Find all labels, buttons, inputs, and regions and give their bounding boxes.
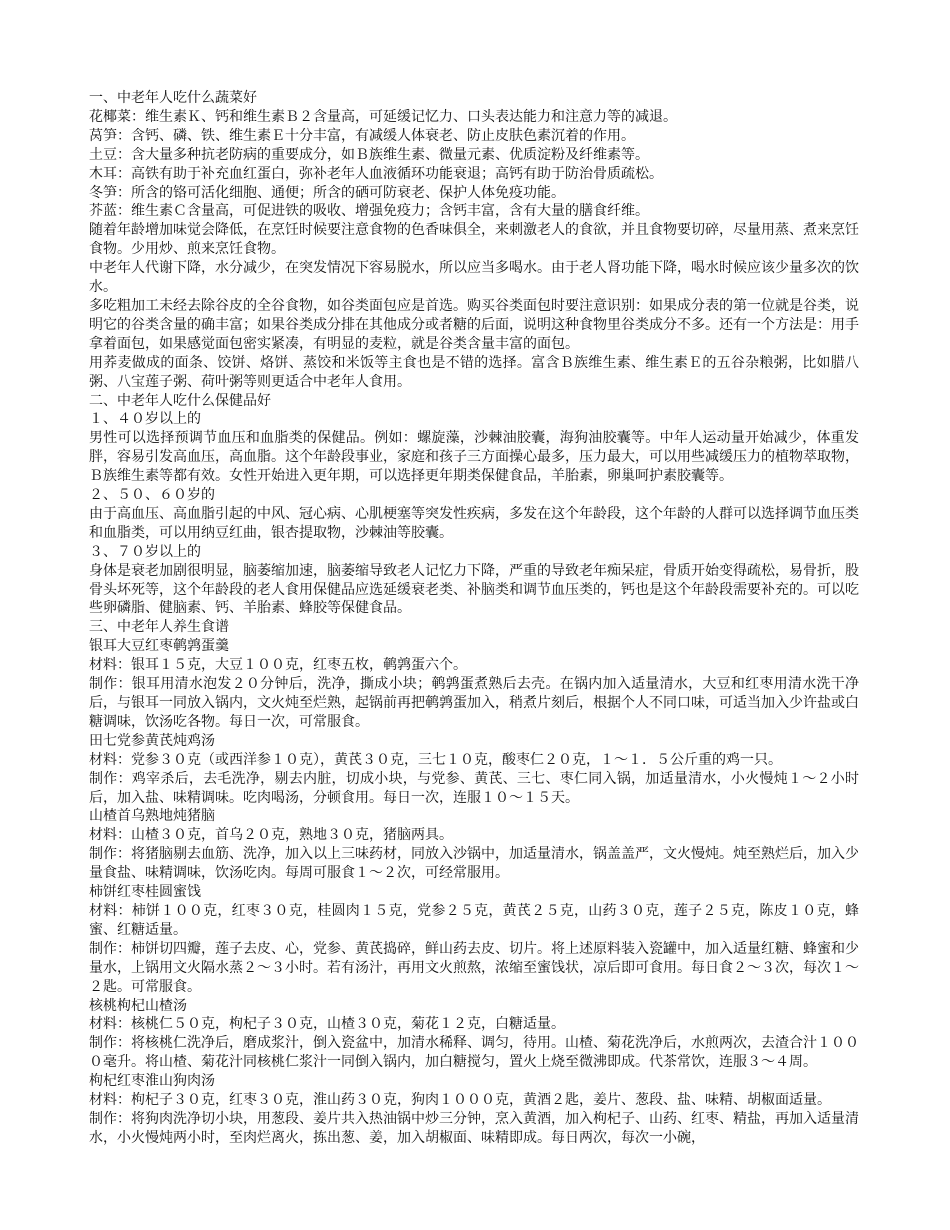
body-paragraph: 材料：银耳１５克，大豆１００克，红枣五枚，鹌鹑蛋六个。 <box>89 657 467 674</box>
body-paragraph: 材料：山楂３０克，首乌２０克，熟地３０克，猪脑两具。 <box>89 827 453 844</box>
recipe-title: 田七党参黄芪炖鸡汤 <box>89 732 215 749</box>
recipe-title: 核桃枸杞山楂汤 <box>89 997 187 1014</box>
recipe-title: 枸杞红枣淮山狗肉汤 <box>89 1073 215 1090</box>
recipe-title: 柿饼红枣桂圆蜜饯 <box>89 884 201 901</box>
body-paragraph: 材料：党参３０克（或西洋参１０克），黄芪３０克，三七１０克，酸枣仁２０克，１～１．５公斤重的鸡一只。 <box>89 751 782 768</box>
body-paragraph: 由于高血压、高血脂引起的中风、冠心病、心肌梗塞等突发性疾病，多发在这个年龄段，这个年龄的人群可以选择调节血压类和血脂类，可以用纳豆红曲，银杏提取物，沙棘油等胶囊。 <box>89 505 859 541</box>
age-group-heading: １、４０岁以上的 <box>89 411 201 428</box>
age-group-heading: ３、７０岁以上的 <box>89 543 201 560</box>
recipe-title: 山楂首乌熟地炖猪脑 <box>89 808 215 825</box>
section-heading: 三、中老年人养生食谱 <box>89 619 229 636</box>
body-paragraph: 多吃粗加工未经去除谷皮的全谷食物，如谷类面包应是首选。购买谷类面包时要注意识别：如果成分表的第一位就是谷类，说明它的谷类含量的确丰富；如果谷类成分排在其他成分或者糖的后面，说明这种食物里谷类成分不多。还有一个方法是：用手拿着面包，如果感觉面包密实紧凑，有明显的麦粒，就是谷类含量丰富的面包。 <box>89 297 859 352</box>
body-paragraph: 制作：将核桃仁洗净后，磨成浆汁，倒入瓷盆中，加清水稀释、调匀，待用。山楂、菊花洗净后，水煎两次，去渣合汁１０００毫升。将山楂、菊花汁同核桃仁浆汁一同倒入锅内，加白糖搅匀，置火上烧至微沸即成。代茶常饮，连服３～４周。 <box>89 1035 859 1071</box>
body-paragraph: 随着年龄增加味觉会降低，在烹饪时候要注意食物的色香味俱全，来刺激老人的食欲，并且食物要切碎，尽量用蒸、煮来烹饪食物。少用炒、煎来烹饪食物。 <box>89 222 859 258</box>
document-body <box>89 89 859 1148</box>
body-paragraph: 制作：鸡宰杀后，去毛洗净，剔去内脏，切成小块，与党参、黄芪、三七、枣仁同入锅，加适量清水，小火慢炖１～２小时后，加入盐、味精调味。吃肉喝汤，分顿食用。每日一次，连服１０～１５天。 <box>89 770 859 806</box>
body-paragraph: 土豆：含大量多种抗老防病的重要成分，如Ｂ族维生素、微量元素、优质淀粉及纤维素等。 <box>89 146 649 163</box>
age-group-heading: ２、５０、６０岁的 <box>89 487 215 504</box>
body-paragraph: 芥蓝：维生素Ｃ含量高，可促进铁的吸收、增强免疫力；含钙丰富，含有大量的膳食纤维。 <box>89 203 649 220</box>
body-paragraph: 花椰菜：维生素Ｋ、钙和维生素Ｂ２含量高，可延缓记忆力、口头表达能力和注意力等的减退。 <box>89 108 677 125</box>
recipe-title: 银耳大豆红枣鹌鹑蛋羹 <box>89 638 229 655</box>
body-paragraph: 材料：核桃仁５０克，枸杞子３０克，山楂３０克，菊花１２克，白糖适量。 <box>89 1016 565 1033</box>
body-paragraph: 用荞麦做成的面条、饺饼、烙饼、蒸饺和米饭等主食也是不错的选择。富含Ｂ族维生素、维生素Ｅ的五谷杂粮粥，比如腊八粥、八宝莲子粥、荷叶粥等则更适合中老年人食用。 <box>89 354 859 390</box>
body-paragraph: 莴笋：含钙、磷、铁、维生素Ｅ十分丰富，有减缓人体衰老、防止皮肤色素沉着的作用。 <box>89 127 635 144</box>
section-heading: 二、中老年人吃什么保健品好 <box>89 392 271 409</box>
body-paragraph: 制作：柿饼切四瓣，莲子去皮、心，党参、黄芪捣碎，鲜山药去皮、切片。将上述原料装入瓷罐中，加入适量红糖、蜂蜜和少量水，上锅用文火隔水蒸２～３小时。若有汤汁，再用文火煎熬，浓缩至蜜饯状，凉后即可食用。每日食２～３次，每次１～２匙。可常服食。 <box>89 940 859 995</box>
body-paragraph: 制作：银耳用清水泡发２０分钟后，洗净，撕成小块；鹌鹑蛋煮熟后去壳。在锅内加入适量清水，大豆和红枣用清水洗干净后，与银耳一同放入锅内，文火炖至烂熟，起锅前再把鹌鹑蛋加入，稍煮片刻后，根据个人不同口味，可适当加入少许盐或白糖调味，饮汤吃各物。每日一次，可常服食。 <box>89 676 859 730</box>
body-paragraph: 材料：枸杞子３０克，红枣３０克，淮山药３０克，狗肉１０００克，黄酒２匙，姜片、葱段、盐、味精、胡椒面适量。 <box>89 1092 831 1109</box>
body-paragraph: 冬笋：所含的铬可活化细胞、通便；所含的硒可防衰老、保护人体免疫功能。 <box>89 184 565 201</box>
body-paragraph: 制作：将猪脑剔去血筋、洗净，加入以上三味药材，同放入沙锅中，加适量清水，锅盖盖严，文火慢炖。炖至熟烂后，加入少量食盐、味精调味，饮汤吃肉。每周可服食１～２次，可经常服用。 <box>89 846 859 882</box>
body-paragraph: 木耳：高铁有助于补充血红蛋白，弥补老年人血液循环功能衰退；高钙有助于防治骨质疏松。 <box>89 165 663 182</box>
body-paragraph: 身体是衰老加剧很明显，脑萎缩加速，脑萎缩导致老人记忆力下降，严重的导致老年痴呆症，骨质开始变得疏松，易骨折，股骨头坏死等，这个年龄段的老人食用保健品应选延缓衰老类、补脑类和调节血压类的，钙也是这个年龄段需要补充的。可以吃些卵磷脂、健脑素、钙、羊胎素、蜂胶等保健食品。 <box>89 562 859 617</box>
body-paragraph: 材料：柿饼１００克，红枣３０克，桂圆肉１５克，党参２５克，黄芪２５克，山药３０克，莲子２５克，陈皮１０克，蜂蜜、红糖适量。 <box>89 902 859 938</box>
body-paragraph: 男性可以选择预调节血压和血脂类的保健品。例如：螺旋藻，沙棘油胶囊，海狗油胶囊等。中年人运动量开始减少，体重发胖，容易引发高血压，高血脂。这个年龄段事业，家庭和孩子三方面操心最多，压力最大，可以用些减缓压力的植物萃取物，Ｂ族维生素等都有效。女性开始进入更年期，可以选择更年期类保健食品，羊胎素，卵巢呵护素胶囊等。 <box>89 430 859 485</box>
section-heading: 一、中老年人吃什么蔬菜好 <box>89 90 257 106</box>
body-paragraph: 制作：将狗肉洗净切小块，用葱段、姜片共入热油锅中炒三分钟，烹入黄酒，加入枸杞子、山药、红枣、精盐，再加入适量清水，小火慢炖两小时，至肉烂离火，拣出葱、姜，加入胡椒面、味精即成。每日两次，每次一小碗， <box>89 1110 859 1146</box>
body-paragraph: 中老年人代谢下降，水分减少，在突发情况下容易脱水，所以应当多喝水。由于老人肾功能下降，喝水时候应该少量多次的饮水。 <box>89 260 859 296</box>
